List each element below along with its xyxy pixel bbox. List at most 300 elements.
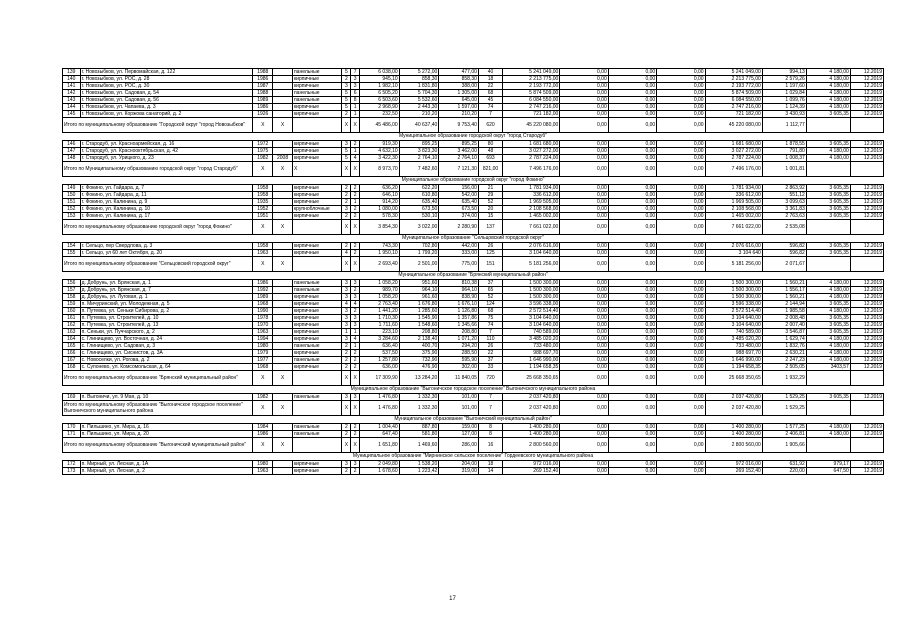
table-cell: 12.2019 (850, 76, 883, 83)
table-cell: 2 007,40 (762, 322, 806, 329)
table-cell: 1963 (253, 329, 273, 336)
table-cell: 2 (351, 287, 360, 294)
table-cell: панельные (292, 97, 342, 104)
table-cell: 0,00 (560, 185, 608, 192)
table-cell: 1 441,20 (360, 308, 400, 315)
table-cell: 3 605,35 (806, 315, 850, 322)
table-cell: 0,00 (608, 141, 656, 148)
subtotal-cell (806, 162, 850, 177)
table-cell: 3 361,83 (762, 206, 806, 213)
table-cell: 0,00 (560, 364, 608, 371)
table-cell: 5 (342, 104, 351, 111)
table-cell: 3 (342, 308, 351, 315)
table-cell: 4 180,00 (806, 294, 850, 301)
address-cell: с. Глинищево, ул. Сиснистов, д. 3А (80, 350, 253, 357)
table-cell: 1 080,00 (360, 206, 400, 213)
subtotal-cell: 0,00 (608, 401, 656, 416)
table-cell: 3 596 338,00 (503, 301, 560, 308)
subtotal-cell: X (351, 118, 360, 133)
subtotal-cell: X (273, 401, 293, 416)
table-cell: 7 (478, 394, 502, 401)
table-cell: 1 878,55 (762, 141, 806, 148)
table-row (63, 148, 884, 155)
table-cell: 0,00 (560, 468, 608, 475)
table-cell (273, 141, 293, 148)
table-cell: 6 084 550,00 (503, 97, 560, 104)
row-number-cell: 157 (63, 287, 81, 294)
subtotal-label: Итого по Муниципальному образованию городской округ "город Стародуб" (63, 162, 253, 177)
table-cell: 0,00 (657, 76, 705, 83)
table-cell: 645,00 (439, 97, 479, 104)
table-cell: 1 781 934,00 (705, 185, 762, 192)
section-header-row (63, 386, 884, 394)
table-cell: 5 532,60 (399, 97, 439, 104)
table-cell: 12.2019 (850, 155, 883, 162)
table-cell: 0,00 (657, 394, 705, 401)
section-title: Муниципальное образование "Сельцовский городской округ" (63, 235, 884, 243)
table-cell: панельные (292, 287, 342, 294)
subtotal-cell: 7 496 176,00 (705, 162, 762, 177)
table-cell: 223,10 (360, 329, 400, 336)
table-cell: 2008 (273, 155, 293, 162)
table-row (63, 350, 884, 357)
table-cell: 6 505,20 (360, 90, 400, 97)
table-cell: 110 (478, 336, 502, 343)
subtotal-cell: 775,00 (439, 257, 479, 272)
table-cell: 2 (351, 141, 360, 148)
table-cell: 0,00 (608, 243, 656, 250)
table-cell: 1 678,60 (360, 468, 400, 475)
table-cell: 12.2019 (850, 350, 883, 357)
table-cell: 1 969 505,00 (705, 199, 762, 206)
table-cell: 0,00 (657, 83, 705, 90)
table-cell: 1958 (253, 185, 273, 192)
table-cell: 2 (342, 76, 351, 83)
subtotal-cell: 0,00 (657, 162, 705, 177)
subtotal-cell: X (273, 257, 293, 272)
subtotal-cell: 2 535,08 (762, 220, 806, 235)
row-number-cell: 160 (63, 308, 81, 315)
table-cell: 0,00 (560, 76, 608, 83)
table-cell: 1 832,76 (762, 343, 806, 350)
subtotal-row (63, 401, 884, 416)
subtotal-cell: 1 905,66 (762, 438, 806, 453)
table-row (63, 69, 884, 76)
table-cell: 0,00 (608, 148, 656, 155)
address-cell: п. Выгоничи, ул. 9 Мая, д. 10 (80, 394, 253, 401)
table-cell (273, 301, 293, 308)
subtotal-cell: 9 753,40 (439, 118, 479, 133)
row-number-cell: 146 (63, 141, 81, 148)
table-cell: 208,80 (399, 329, 439, 336)
table-cell: 374,00 (439, 213, 479, 220)
subtotal-cell: 0,00 (657, 438, 705, 453)
subtotal-cell: 7 (478, 401, 502, 416)
table-cell: 1975 (253, 148, 273, 155)
table-cell: 1982 (253, 155, 273, 162)
table-cell: 1963 (253, 468, 273, 475)
subtotal-cell: 1 001,81 (762, 162, 806, 177)
table-cell: 12.2019 (850, 308, 883, 315)
table-cell (273, 148, 293, 155)
subtotal-cell: 0,00 (657, 371, 705, 386)
table-cell: 1 969 505,00 (503, 199, 560, 206)
address-cell: г. Новозыбков, ул. РОС, д. 30 (80, 83, 253, 90)
table-cell: 2 443,30 (399, 104, 439, 111)
subtotal-cell: X (253, 438, 273, 453)
subtotal-cell: 0,00 (608, 220, 656, 235)
address-cell: г. Фокино, ул. Гайдара, д. 7 (80, 185, 253, 192)
table-cell: 2 (351, 243, 360, 250)
table-cell: 0,00 (560, 206, 608, 213)
table-cell: 0,00 (560, 357, 608, 364)
table-cell: 3 104 640,00 (503, 250, 560, 257)
table-cell: 0,00 (560, 329, 608, 336)
table-cell: 1988 (253, 69, 273, 76)
table-cell: 0,00 (657, 243, 705, 250)
subtotal-cell: 2 800 560,00 (705, 438, 762, 453)
table-cell: 0,00 (608, 364, 656, 371)
table-row (63, 357, 884, 364)
table-cell: 4 180,00 (806, 336, 850, 343)
table-cell: 0,00 (608, 287, 656, 294)
table-cell: 0,00 (608, 97, 656, 104)
table-cell: 5 874 509,00 (503, 90, 560, 97)
subtotal-cell (292, 118, 342, 133)
table-cell: 4 180,00 (806, 308, 850, 315)
table-cell: 0,00 (608, 424, 656, 431)
table-cell: 733 480,00 (705, 343, 762, 350)
table-cell: 0,00 (608, 90, 656, 97)
table-cell: 33 (478, 364, 502, 371)
subtotal-cell: 0,00 (560, 438, 608, 453)
table-cell: 3 (342, 461, 351, 468)
table-cell: 972 016,00 (705, 461, 762, 468)
table-cell: 0,00 (608, 357, 656, 364)
subtotal-label: Итого по муниципальному образованию "Сельцовский городской округ" (63, 257, 253, 272)
address-cell: г. Новозыбков, ул. Садовая, д. 54 (80, 90, 253, 97)
address-cell: г. Сельцо, ул 60 лет Октября, д. 20 (80, 250, 253, 257)
table-cell: 0,00 (608, 199, 656, 206)
table-cell (273, 336, 293, 343)
table-cell: 2 764,10 (399, 155, 439, 162)
table-cell: 2 (351, 424, 360, 431)
address-cell: г. Новозыбков, ул. РОС, д. 28 (80, 76, 253, 83)
table-cell (273, 308, 293, 315)
table-cell (273, 76, 293, 83)
subtotal-cell: 0,00 (560, 371, 608, 386)
table-cell: 3 (342, 287, 351, 294)
table-cell: 0,00 (560, 394, 608, 401)
subtotal-cell: 7 496 176,00 (503, 162, 560, 177)
table-cell: 0,00 (657, 431, 705, 438)
table-cell: 302,00 (439, 364, 479, 371)
table-cell: 1 711,60 (360, 322, 400, 329)
subtotal-cell: X (292, 162, 342, 177)
row-number-cell: 139 (63, 69, 81, 76)
table-cell: 6 038,00 (360, 69, 400, 76)
table-cell: 0,00 (657, 206, 705, 213)
table-cell: 988 697,70 (705, 350, 762, 357)
table-cell: 810,38 (439, 280, 479, 287)
table-cell: 631,92 (762, 461, 806, 468)
table-cell: 1 (351, 329, 360, 336)
table-cell: 5 241 049,00 (503, 69, 560, 76)
table-cell: 0,00 (657, 329, 705, 336)
subtotal-cell: 0,00 (560, 257, 608, 272)
address-cell: г. Фокино, ул. Гайдара, д. 11 (80, 192, 253, 199)
subtotal-cell: 151 (478, 257, 502, 272)
table-cell: 2 213 775,00 (503, 76, 560, 83)
subtotal-cell: 1 529,25 (762, 401, 806, 416)
subtotal-cell: X (342, 401, 351, 416)
table-cell: 1 223,42 (399, 468, 439, 475)
table-cell: 0,00 (657, 250, 705, 257)
table-cell: 124 (478, 301, 502, 308)
table-cell: 743,30 (360, 243, 400, 250)
table-cell: 65 (478, 287, 502, 294)
table-cell: 0,00 (657, 322, 705, 329)
table-cell: 12.2019 (850, 83, 883, 90)
table-cell: 636,20 (360, 185, 400, 192)
table-cell: кирпичные (292, 192, 342, 199)
table-row (63, 424, 884, 431)
subtotal-cell: 101,00 (439, 401, 479, 416)
row-number-cell: 150 (63, 192, 81, 199)
table-cell: 0,00 (560, 322, 608, 329)
row-number-cell: 153 (63, 213, 81, 220)
subtotal-cell: X (253, 162, 273, 177)
subtotal-cell: 0,00 (608, 371, 656, 386)
table-cell: 636,00 (360, 364, 400, 371)
table-cell: 1 400 280,00 (705, 424, 762, 431)
table-cell: 2 193 772,00 (503, 83, 560, 90)
table-cell: 1 646 990,00 (705, 357, 762, 364)
table-row (63, 185, 884, 192)
table-cell: 2 037 420,80 (705, 394, 762, 401)
subtotal-cell: 1 651,80 (360, 438, 400, 453)
table-cell: 3 (351, 294, 360, 301)
table-cell: 1952 (253, 206, 273, 213)
table-cell: 1 500 300,00 (705, 294, 762, 301)
row-number-cell: 148 (63, 155, 81, 162)
row-number-cell: 166 (63, 350, 81, 357)
table-cell: 12.2019 (850, 192, 883, 199)
table-cell: 0,00 (657, 424, 705, 431)
subtotal-cell: X (273, 438, 293, 453)
table-cell: 3 (342, 83, 351, 90)
table-cell: 4 632,10 (360, 148, 400, 155)
table-cell: 74 (478, 104, 502, 111)
table-cell: 1 (351, 104, 360, 111)
address-cell: д. Добрунь, ул. Луговая, д. 1 (80, 294, 253, 301)
table-cell: 12.2019 (850, 287, 883, 294)
table-cell: кирпичные (292, 199, 342, 206)
table-cell: 1979 (253, 350, 273, 357)
subtotal-cell: X (351, 257, 360, 272)
table-cell: 1 500 300,00 (705, 280, 762, 287)
subtotal-cell: X (273, 162, 293, 177)
table-row (63, 90, 884, 97)
subtotal-row (63, 257, 884, 272)
table-cell: 530,10 (399, 213, 439, 220)
table-cell: 0,00 (608, 431, 656, 438)
table-cell: 1951 (253, 213, 273, 220)
table-cell: 914,20 (360, 199, 400, 206)
table-cell: 1 560,21 (762, 294, 806, 301)
table-cell: 22 (478, 83, 502, 90)
table-cell: кирпичные (292, 243, 342, 250)
subtotal-cell: 7 482,60 (399, 162, 439, 177)
address-cell: с. Супонево, ул. Комсомольская, д. 64 (80, 364, 253, 371)
table-cell: 333,00 (439, 250, 479, 257)
table-cell: 2 (342, 243, 351, 250)
table-cell: 1 400 280,00 (503, 424, 560, 431)
table-cell: 989,70 (360, 287, 400, 294)
table-cell: 4 (351, 155, 360, 162)
table-cell: 0,00 (560, 104, 608, 111)
table-cell: 0,00 (657, 199, 705, 206)
table-cell: 156,00 (439, 185, 479, 192)
subtotal-cell: 16 (478, 438, 502, 453)
table-cell: 204,00 (439, 461, 479, 468)
subtotal-cell (806, 118, 850, 133)
table-cell: 1989 (253, 97, 273, 104)
table-cell: 647,50 (806, 468, 850, 475)
table-cell (273, 192, 293, 199)
table-cell: 12.2019 (850, 343, 883, 350)
table-cell: 22 (478, 350, 502, 357)
table-cell: 0,00 (657, 185, 705, 192)
table-cell: кирпичные (292, 350, 342, 357)
section-header-row (63, 133, 884, 141)
table-cell: 2 (342, 424, 351, 431)
table-cell: 1935 (253, 199, 273, 206)
table-cell: панельные (292, 343, 342, 350)
subtotal-cell: 137 (478, 220, 502, 235)
table-cell: 3 605,35 (806, 206, 850, 213)
subtotal-cell (292, 371, 342, 386)
subtotal-cell (850, 401, 883, 416)
table-cell: 6 084 550,00 (705, 97, 762, 104)
table-cell: 693 (478, 155, 502, 162)
subtotal-cell (850, 371, 883, 386)
table-cell: 2 (342, 357, 351, 364)
table-cell: 12.2019 (850, 294, 883, 301)
table-cell: 336 612,00 (705, 192, 762, 199)
table-cell: кирпичные (292, 308, 342, 315)
table-cell: 75 (478, 315, 502, 322)
table-cell: 0,00 (560, 350, 608, 357)
table-cell: панельные (292, 90, 342, 97)
table-cell: 3 605,35 (806, 213, 850, 220)
table-cell: 3 104 640,00 (503, 315, 560, 322)
table-cell: 4 180,00 (806, 69, 850, 76)
table-cell: 0,00 (608, 329, 656, 336)
table-cell: 0,00 (560, 213, 608, 220)
table-cell: 0,00 (560, 461, 608, 468)
table-cell (273, 104, 293, 111)
table-cell: 12.2019 (850, 301, 883, 308)
subtotal-cell (850, 162, 883, 177)
section-header-row (63, 416, 884, 424)
table-cell (273, 90, 293, 97)
table-cell: 1958 (253, 192, 273, 199)
subtotal-cell (806, 401, 850, 416)
table-cell: 1 529,25 (762, 394, 806, 401)
table-cell: 2 747 216,00 (705, 104, 762, 111)
row-number-cell: 152 (63, 206, 81, 213)
table-cell: 0,00 (608, 308, 656, 315)
table-cell: 1 357,86 (439, 315, 479, 322)
table-cell: 0,00 (657, 364, 705, 371)
table-cell (273, 431, 293, 438)
table-cell: 1 071,20 (439, 336, 479, 343)
subtotal-cell: X (253, 118, 273, 133)
table-cell: 0,00 (560, 199, 608, 206)
table-cell: 972 016,00 (503, 461, 560, 468)
table-cell: 1 646 990,00 (503, 357, 560, 364)
table-cell: 3 605,35 (806, 250, 850, 257)
table-row (63, 431, 884, 438)
subtotal-cell (806, 220, 850, 235)
table-cell: 4 180,00 (806, 287, 850, 294)
table-cell: 1 538,20 (399, 461, 439, 468)
table-cell: 18 (478, 461, 502, 468)
table-cell: 858,30 (439, 76, 479, 83)
table-cell: 375,90 (399, 350, 439, 357)
table-cell: 0,00 (560, 90, 608, 97)
table-row (63, 343, 884, 350)
subtotal-cell: 3 854,30 (360, 220, 400, 235)
table-cell: 2 (342, 468, 351, 475)
table-cell: 2 (351, 364, 360, 371)
table-cell: 2 049,80 (360, 461, 400, 468)
table-cell: 740 589,00 (705, 329, 762, 336)
table-cell: 4 180,00 (806, 343, 850, 350)
subtotal-cell: 0,00 (608, 162, 656, 177)
table-cell: 838,90 (439, 294, 479, 301)
table-cell: 4 180,00 (806, 76, 850, 83)
table-cell (273, 213, 293, 220)
table-cell: 1963 (253, 250, 273, 257)
row-number-cell: 172 (63, 461, 81, 468)
table-cell: 1 545,90 (399, 315, 439, 322)
table-cell: кирпичные (292, 141, 342, 148)
table-cell: 0,00 (608, 336, 656, 343)
table-cell: 4 180,00 (806, 280, 850, 287)
table-cell: 15 (478, 213, 502, 220)
table-cell: 647,40 (360, 431, 400, 438)
subtotal-cell (292, 257, 342, 272)
table-cell: 127,00 (439, 431, 479, 438)
table-cell: 0,00 (560, 111, 608, 118)
table-cell (273, 250, 293, 257)
table-cell: 3 (351, 76, 360, 83)
table-cell: 12.2019 (850, 431, 883, 438)
table-cell: 895,25 (439, 141, 479, 148)
subtotal-cell: 45 220 080,00 (503, 118, 560, 133)
table-cell: 673,50 (399, 206, 439, 213)
table-cell: 979,17 (806, 461, 850, 468)
table-cell: 0,00 (608, 104, 656, 111)
subtotal-cell (850, 220, 883, 235)
table-cell: 0,00 (560, 97, 608, 104)
table-cell: кирпичные (292, 329, 342, 336)
subtotal-cell: X (351, 438, 360, 453)
table-cell: 319,00 (439, 468, 479, 475)
table-cell: 4 (351, 301, 360, 308)
